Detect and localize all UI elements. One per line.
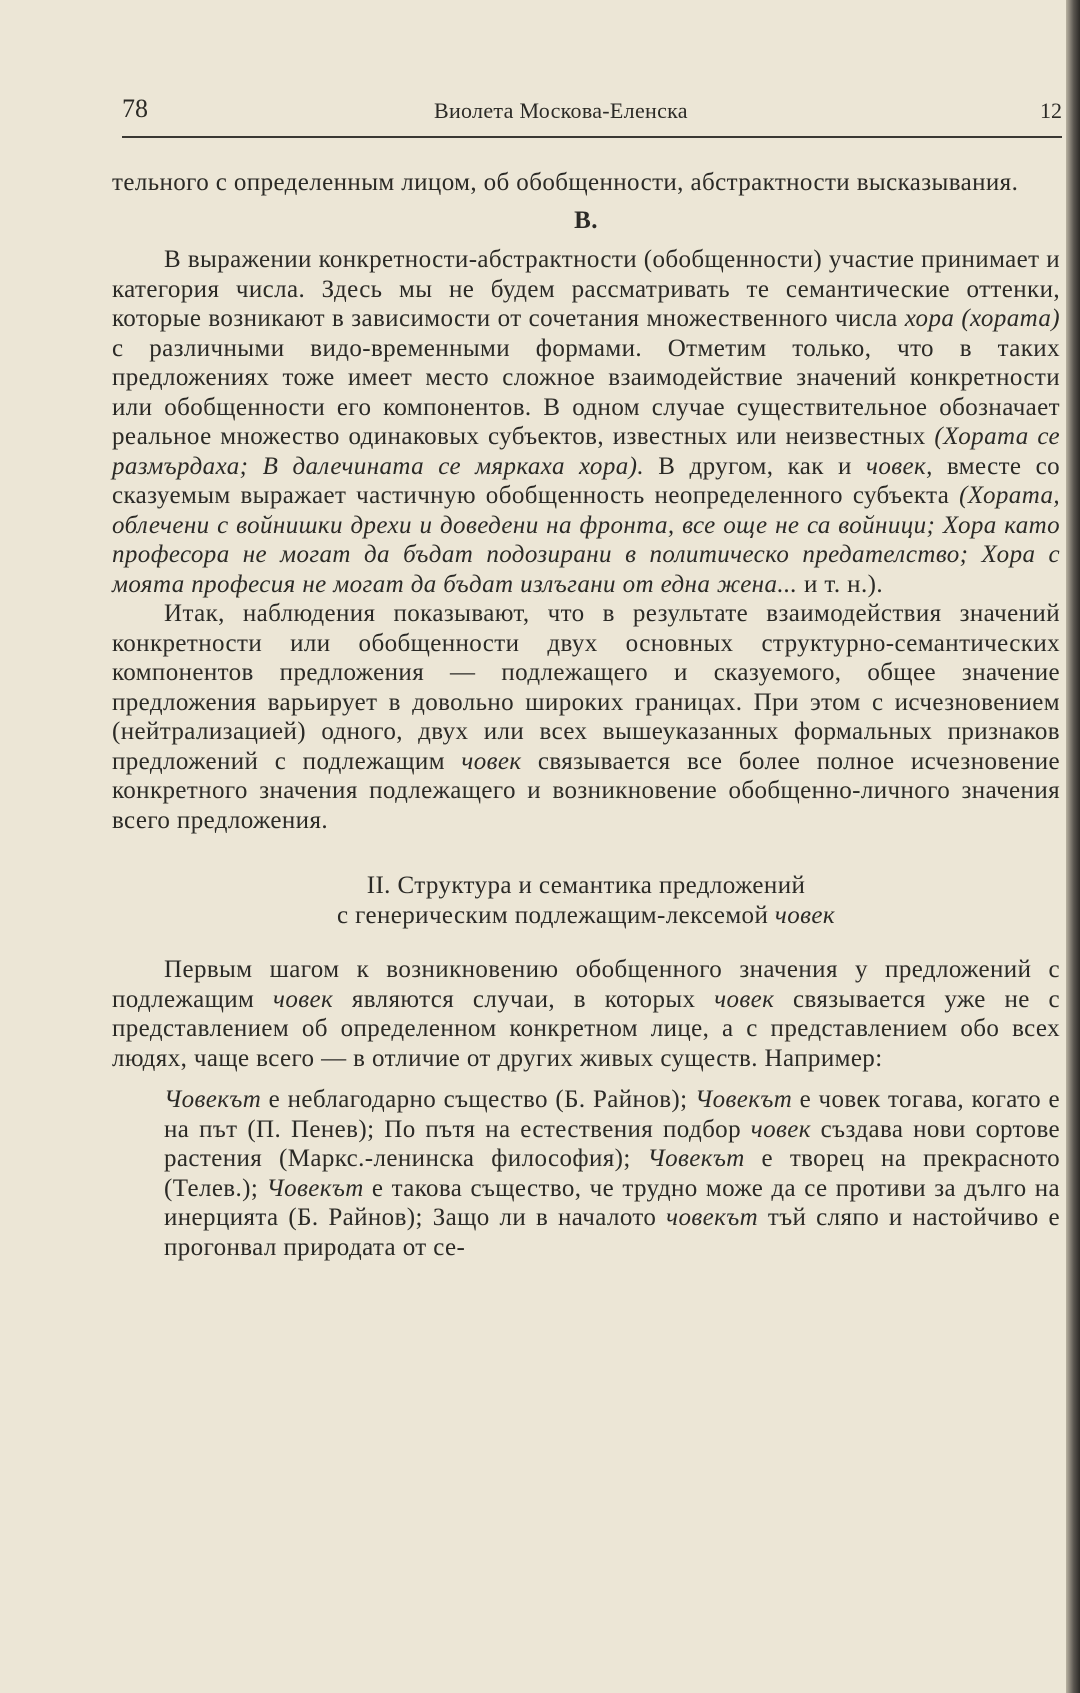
text-run: е човек тогава, когато е на път (П. Пенев); По пътя на естествения подбор	[164, 1086, 1060, 1143]
italic-run: Човекът	[647, 1145, 745, 1172]
text-run: е творец на прекрасното (Телев.);	[164, 1145, 1060, 1202]
heading-line-2	[112, 901, 1060, 931]
text-run: и т. н.).	[797, 570, 883, 598]
page-number: 78	[122, 94, 148, 123]
example-block	[112, 1085, 1060, 1262]
text-run: е такова същество, че трудно може да се противи за дълго на инерцията (Б. Райнов); Защо ли в началото	[164, 1174, 1060, 1231]
italic-run: Човекът	[694, 1086, 793, 1113]
italic-run: човек	[714, 985, 775, 1013]
text-run: Первым шагом к возникновению обобщенного значения у предложений с подлежащим	[112, 956, 1060, 1013]
text-run: създава нови сортове растения (Маркс.-ленинска философия);	[164, 1115, 1060, 1172]
italic-run: хора (хората)	[904, 305, 1060, 332]
running-head: Виолета Москова-Еленска	[434, 98, 688, 123]
italic-run: Човекът	[266, 1174, 364, 1202]
heading-line-1: II. Структура и семантика предложений	[366, 872, 806, 899]
paragraph-conclusion	[112, 599, 1060, 835]
italic-run: човекът	[666, 1204, 759, 1231]
text-run: В выражении конкретности-абстрактности (обобщенности) участие принимает и категория числа. Здесь мы не будем рассматривать те семантические оттенки, которые возникают в зависимости от сочетания множественного числа	[112, 246, 1060, 332]
book-spine-shadow	[1066, 0, 1080, 1693]
page-header	[122, 92, 1062, 138]
section-heading	[112, 871, 1060, 931]
italic-run: човек	[774, 902, 835, 929]
text-run: с генерическим подлежащим-лексемой	[337, 902, 775, 929]
text-run: с различными видо-временными формами. Отметим только, что в таких предложениях тоже имеет место сложное взаимодействие значений конкретности или обобщенности его компонентов. В одном случае существительное обозначает реальное множество одинаковых субъектов, известных или неизвестных	[112, 334, 1060, 450]
italic-run: човек	[750, 1115, 811, 1143]
text-run: связывается уже не с представлением об определенном конкретном лице, а с представлением обо всех людях, чаще всего — в отличие от других живых существ. Например:	[112, 985, 1061, 1072]
italic-run: (Хората се размърдаха; В далечината се мяркаха хора).	[112, 423, 1060, 480]
italic-run: (Хората, облечени с войнишки дрехи и доведени на фронта, все още не са войници; Хора като професора не могат да бъдат подозирани в политическо предателство; Хора с моята професия не могат да бъдат излъгани от една жена...	[112, 482, 1060, 598]
text-run: являются случаи, в которых	[333, 985, 715, 1013]
text-run: связывается все более полное исчезновение конкретного значения подлежащего и возникновение обобщенно-личного значения всего предложения.	[112, 747, 1060, 834]
paragraph-first-step	[112, 955, 1060, 1073]
paragraph-number-category	[112, 245, 1060, 599]
body-text	[112, 168, 1060, 1262]
italic-run: човек,	[866, 452, 933, 480]
italic-run: човек	[273, 985, 334, 1013]
text-run: В другом, как и	[644, 452, 867, 480]
text-run: Итак, наблюдения показывают, что в результате взаимодействия значений конкретности или обобщенности двух основных структурно-семантических компонентов предложения — подлежащего и сказуемого, общее значение предложения варьирует в довольно широких границах. При этом с исчезновением (нейтрализацией) одного, двух или всех вышеуказанных формальных признаков предложений с подлежащим	[112, 600, 1060, 775]
text-run: тъй сляпо и настойчиво е прогонвал природата от се-	[164, 1204, 1060, 1261]
edge-number: 12	[1040, 98, 1062, 123]
italic-run: човек	[461, 747, 522, 775]
section-mark: В.	[574, 206, 598, 234]
text-run: е неблагодарно същество (Б. Райнов);	[261, 1086, 695, 1113]
italic-run: Човекът	[164, 1086, 262, 1113]
text-run: вместе со сказуемым выражает частичную обобщенность неопределенного субъекта	[112, 452, 1060, 509]
paragraph-continuation: тельного с определенным лицом, об обобщенности, абстрактности высказывания.	[112, 169, 1019, 196]
